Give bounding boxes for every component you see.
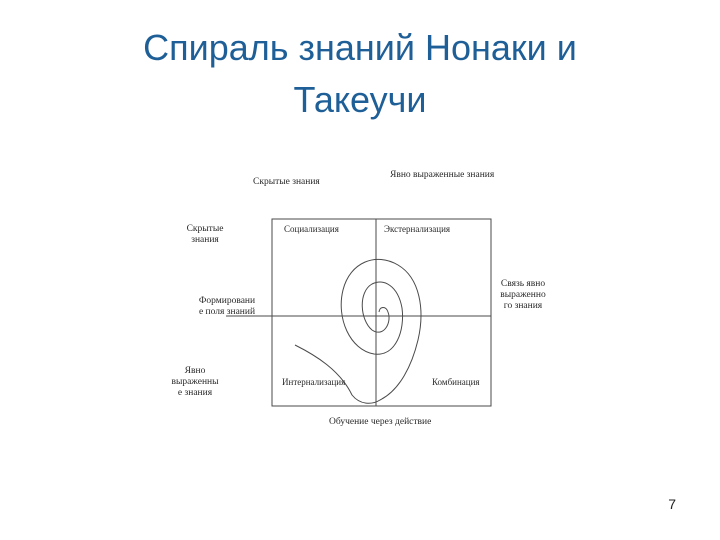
row-label-tacit-line-1: Скрытые: [186, 224, 224, 234]
row-label-explicit: [163, 366, 227, 399]
row-label-tacit-line-2: знания: [191, 235, 219, 245]
row-label-explicit-line-3: е знания: [177, 388, 213, 398]
page-number: 7: [668, 496, 676, 512]
quadrant-externalization: Экстернализация: [384, 224, 451, 234]
quadrant-internalization: Интернализация: [282, 377, 346, 387]
slide-title-line-1: Спираль знаний Нонаки и: [143, 27, 577, 68]
right-label-line-1: Связь явно: [500, 279, 546, 289]
quadrant-socialization: Социализация: [284, 224, 339, 234]
row-label-field-formation: [190, 296, 264, 318]
row-label-form-line-2: е поля знаний: [198, 307, 256, 317]
right-label-line-3: го знания: [503, 301, 543, 311]
row-label-explicit-line-1: Явно: [184, 366, 206, 376]
right-label-line-2: выраженно: [500, 290, 546, 300]
quadrant-combination: Комбинация: [432, 377, 480, 387]
bottom-label-learning-by-doing: Обучение через действие: [329, 417, 432, 427]
row-label-explicit-line-2: выраженны: [171, 377, 219, 387]
column-header-explicit: Явно выраженные знания: [390, 170, 495, 180]
row-label-form-line-1: Формировани: [198, 296, 256, 306]
row-label-tacit: [177, 224, 233, 246]
column-header-tacit: Скрытые знания: [253, 177, 320, 187]
right-label-linking: [494, 279, 552, 312]
slide-title-line-2: Такеучи: [293, 79, 427, 120]
